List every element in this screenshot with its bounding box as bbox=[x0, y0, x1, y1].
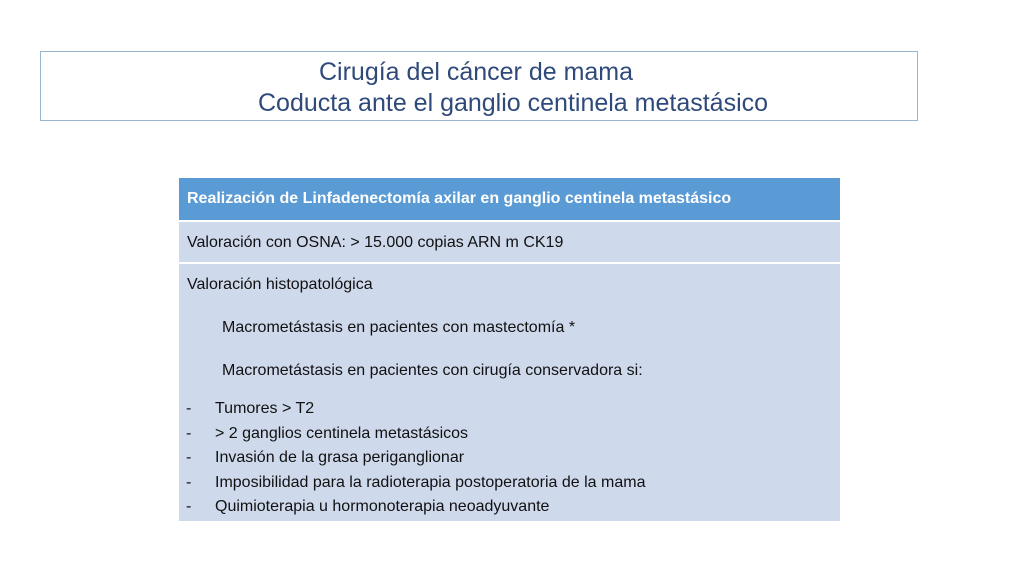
slide-subtitle: Coducta ante el ganglio centinela metastásico bbox=[258, 89, 769, 117]
list-item bbox=[186, 422, 645, 447]
list-item bbox=[186, 471, 645, 496]
criteria-table bbox=[179, 178, 840, 521]
list-item bbox=[186, 446, 645, 471]
table-header-text: Realización de Linfadenectomía axilar en ganglio centinela metastásico bbox=[187, 190, 732, 207]
list-item-text: Tumores > T2 bbox=[215, 400, 315, 417]
table-row bbox=[179, 262, 840, 521]
list-item-text: > 2 ganglios centinela metastásicos bbox=[215, 424, 469, 442]
list-item bbox=[186, 495, 645, 520]
bullet-dash: - bbox=[186, 498, 192, 515]
table-header bbox=[179, 178, 840, 220]
bullet-dash: - bbox=[186, 400, 192, 417]
title-box bbox=[40, 51, 918, 121]
bullet-dash: - bbox=[186, 473, 192, 491]
list-item-text: Quimioterapia u hormonoterapia neoadyuvante bbox=[215, 498, 550, 515]
bullet-dash: - bbox=[186, 424, 192, 442]
conditions-list bbox=[186, 397, 645, 520]
histopathology-title: Valoración histopatológica bbox=[187, 276, 373, 293]
bullet-dash: - bbox=[186, 449, 192, 466]
table-row bbox=[179, 220, 840, 262]
macrometastasis-conservative: Macrometástasis en pacientes con cirugía conservadora si: bbox=[222, 362, 643, 379]
slide-title: Cirugía del cáncer de mama bbox=[319, 58, 634, 86]
osna-criterion: Valoración con OSNA: > 15.000 copias ARN m CK19 bbox=[187, 234, 564, 251]
list-item-text: Invasión de la grasa periganglionar bbox=[215, 449, 465, 466]
list-item bbox=[186, 397, 645, 422]
list-item-text: Imposibilidad para la radioterapia postoperatoria de la mama bbox=[215, 473, 646, 491]
macrometastasis-mastectomy: Macrometástasis en pacientes con mastectomía * bbox=[222, 319, 576, 336]
